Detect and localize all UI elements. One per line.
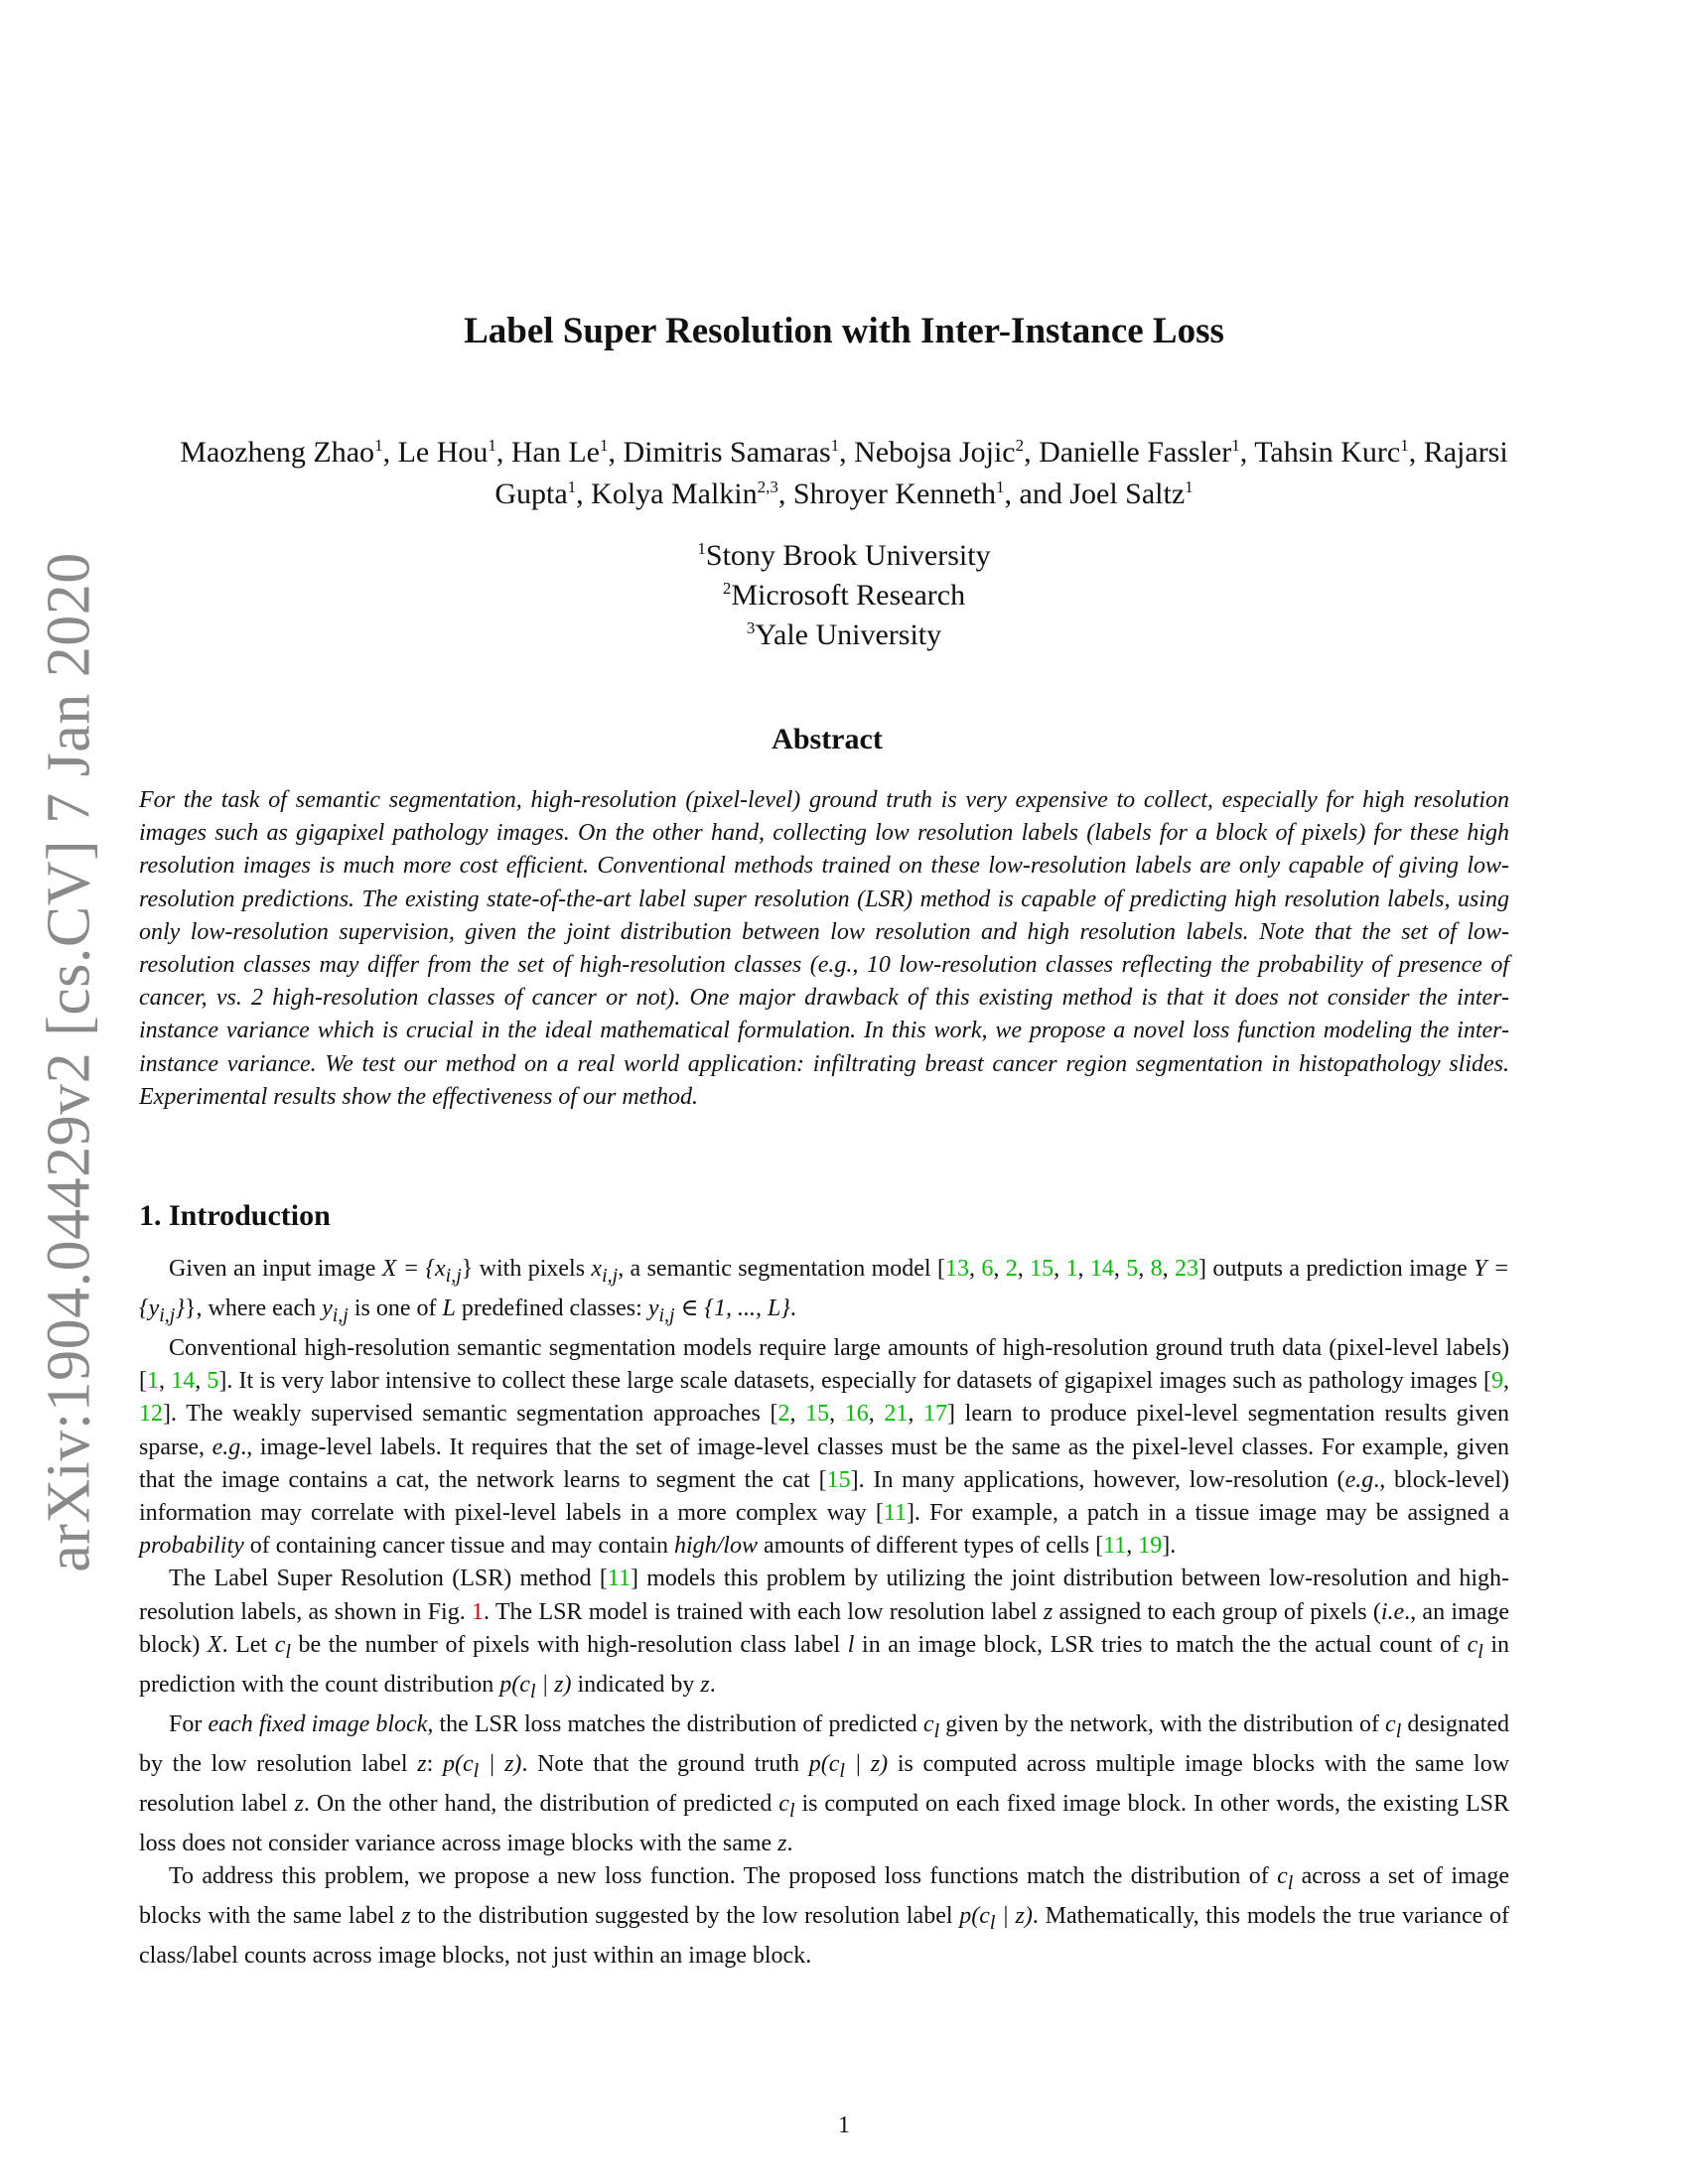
- text-run: Conventional high-resolution semantic segmentation models require large amounts of high-resolution ground truth data (pixel-level labels) [: [139, 1335, 1509, 1395]
- math-subscript: l: [788, 1799, 795, 1822]
- citation-link[interactable]: 15: [1030, 1256, 1055, 1282]
- author-name: Tahsin Kurc: [1254, 436, 1401, 469]
- citation-link[interactable]: 6: [981, 1256, 994, 1282]
- citation-link[interactable]: 11: [883, 1500, 907, 1527]
- author-name: Dimitris Samaras: [623, 436, 831, 469]
- math-inline: [778, 1790, 795, 1822]
- emphasis: i.e: [1380, 1598, 1405, 1625]
- author-name: and Joel Saltz: [1019, 478, 1186, 510]
- math-inline: $Y = \{y_{i,j}\}$: [139, 1256, 1510, 1326]
- paragraph: Given an input image $X = \{x_{i,j}\}$ with pixels $x_{i,j}$, a semantic segmentation model [13, 6, 2, 15, 1, 14, 5, 8, 23] outputs a prediction image $Y = \{y_{i,j}\}$}, where each $y_{i,j}$ is one of L predefined classes: $y_{i,j}$ ∈ {1, ..., L}.: [139, 1256, 1510, 1326]
- text-run: ]. The weakly supervised semantic segmentation approaches [: [163, 1401, 778, 1428]
- text-run: ] outputs a prediction image: [1197, 1256, 1475, 1282]
- math-text: c: [1467, 1631, 1478, 1658]
- citation-link[interactable]: 14: [171, 1368, 196, 1395]
- text-run: ., an image block): [139, 1598, 1509, 1658]
- author-name: Nebojsa Jojic: [854, 436, 1016, 469]
- text-run: of containing cancer tissue and may contain: [243, 1533, 674, 1560]
- citation-link[interactable]: 16: [844, 1401, 869, 1428]
- math-text: p(c: [442, 1750, 474, 1777]
- math-text: c: [274, 1631, 286, 1658]
- arxiv-identifier-text: arXiv:1904.04429v2 [cs.CV] 7 Jan 2020: [35, 552, 103, 1572]
- text-run: ]. It is very labor intensive to collect these large scale datasets, especially for datasets of gigapixel images such as pathology images [: [218, 1368, 1492, 1395]
- citation-link[interactable]: 17: [923, 1401, 948, 1428]
- citation-link[interactable]: 14: [1089, 1256, 1114, 1282]
- emphasis: high/low: [673, 1533, 758, 1560]
- author-name: Danielle Fassler: [1039, 436, 1232, 469]
- affiliation-number: 1: [697, 539, 706, 558]
- math-subscript: l: [1477, 1640, 1483, 1663]
- math-text: | z): [995, 1903, 1033, 1930]
- math-subscript: l: [989, 1911, 996, 1934]
- math-inline: X: [207, 1631, 222, 1658]
- author-list: Maozheng Zhao$^1$, Le Hou$^1$, Han Le$^1$, Dimitris Samaras$^1$, Nebojsa Jojic$^2$, Danielle Fassler$^1$, Tahsin Kurc$^1$, Rajarsi Gupta$^1$, Kolya Malkin$^{2,3}$, Shroyer Kenneth$^1$, and Joel Saltz$^1$: [180, 436, 1508, 510]
- emphasis: probability: [139, 1533, 244, 1560]
- citation-link[interactable]: 5: [207, 1368, 219, 1395]
- author-affiliation-mark: 1: [567, 478, 577, 496]
- author-name: Kolya Malkin: [591, 478, 758, 510]
- affiliation-name: Microsoft Research: [731, 579, 966, 612]
- affiliation-list: [0, 536, 1688, 655]
- math-subscript: l: [1287, 1871, 1294, 1894]
- affiliation: [0, 536, 1688, 576]
- math-inline: [959, 1903, 1033, 1934]
- text-run: across a set of image blocks with the same label: [139, 1863, 1509, 1930]
- introduction-body: [139, 1253, 1509, 1973]
- paragraph: Conventional high-resolution semantic segmentation models require large amounts of high-resolution ground truth data (pixel-level labels) [1, 14, 5]. It is very labor intensive to collect these large scale datasets, especially for datasets of gigapixel images such as pathology images [9, 12]. The weakly supervised semantic segmentation approaches [2, 15, 16, 21, 17] learn to produce pixel-level segmentation results given sparse, e.g., image-level labels. It requires that the set of image-level classes must be the same as the pixel-level classes. For example, given that the image contains a cat, the network learns to segment the cat [15]. In many applications, however, low-resolution (e.g., block-level) information may correlate with pixel-level labels in a more complex way [11]. For example, a patch in a tissue image may be assigned a probability of containing cancer tissue and may contain high/low amounts of different types of cells [11, 19].: [139, 1335, 1510, 1560]
- math-inline: L: [442, 1296, 456, 1321]
- text-run: , a semantic segmentation model [: [618, 1256, 945, 1282]
- affiliation: [0, 615, 1688, 655]
- math-inline: [1277, 1863, 1294, 1894]
- text-run: in prediction with the count distribution: [139, 1631, 1510, 1698]
- paragraph: [139, 1860, 1509, 1973]
- math-text: | z): [479, 1750, 522, 1777]
- math-inline: [442, 1750, 522, 1782]
- abstract-heading: Abstract: [772, 723, 883, 755]
- math-inline: z: [401, 1903, 411, 1930]
- author-name: Rajarsi Gupta: [494, 436, 1508, 510]
- text-run: } with pixels: [461, 1256, 592, 1282]
- math-inline: [274, 1631, 291, 1663]
- math-inline: [808, 1750, 889, 1782]
- math-inline: z: [417, 1750, 427, 1777]
- emphasis: e.g: [1344, 1466, 1374, 1493]
- math-subscript: l: [1395, 1719, 1402, 1742]
- author-affiliation-mark: 1: [488, 436, 496, 455]
- text-run: For: [169, 1710, 209, 1737]
- math-inline: [922, 1710, 940, 1742]
- text-run: .: [786, 1830, 793, 1856]
- math-text: | z): [535, 1671, 572, 1698]
- author-affiliation-mark: 1: [1400, 436, 1409, 455]
- citation-link[interactable]: 11: [607, 1566, 631, 1592]
- citation-link[interactable]: 13: [944, 1256, 969, 1282]
- math-inline: l: [847, 1631, 855, 1658]
- math-text: ∈ {1, ..., L}: [674, 1296, 790, 1321]
- paragraph: [139, 1708, 1509, 1860]
- math-text: Y = {y: [139, 1256, 1510, 1321]
- figure-reference-link[interactable]: 1: [472, 1598, 485, 1625]
- math-inline: [591, 1256, 619, 1287]
- author-affiliation-mark: 1: [1231, 436, 1240, 455]
- math-text: X = {x: [381, 1256, 446, 1282]
- math-text: x: [591, 1256, 603, 1282]
- citation-link[interactable]: 1: [147, 1368, 159, 1395]
- text-run: ., image-level labels. It requires that the set of image-level classes must be the same as the pixel-level classes. For example, given that the image contains a cat, the network learns to segment the cat [: [139, 1433, 1509, 1493]
- text-run: be the number of pixels with high-resolution class label: [290, 1631, 848, 1658]
- paragraph: [139, 1563, 1509, 1707]
- text-run: . The LSR model is trained with each low resolution label: [484, 1598, 1044, 1625]
- author-affiliation-mark: 2: [1015, 436, 1025, 455]
- math-text: c: [922, 1710, 934, 1737]
- citation-link[interactable]: 11: [1103, 1533, 1127, 1560]
- math-subscript: l: [473, 1759, 480, 1782]
- author-name: Shroyer Kenneth: [792, 478, 997, 510]
- citation-link[interactable]: 15: [805, 1401, 830, 1428]
- math-inline: [381, 1256, 462, 1287]
- text-run: ]. For example, a patch in a tissue image may be assigned a: [906, 1500, 1510, 1527]
- author-affiliation-mark: 2,3: [757, 478, 778, 496]
- math-subscript: l: [933, 1719, 940, 1742]
- math-subscript: i,j: [445, 1264, 462, 1287]
- citation-link[interactable]: 12: [139, 1401, 163, 1428]
- author-name: Han Le: [510, 436, 600, 469]
- citation-link[interactable]: 9: [1491, 1368, 1504, 1395]
- affiliation-number: 3: [746, 618, 756, 637]
- text-run: ., block-level) information may correlate with pixel-level labels in a more complex way [: [139, 1466, 1509, 1527]
- text-run: .: [709, 1671, 716, 1698]
- text-run: is computed across multiple image blocks with the same low resolution label: [139, 1750, 1510, 1817]
- affiliation-name: Stony Brook University: [705, 539, 991, 572]
- text-run: predefined classes:: [455, 1296, 648, 1321]
- math-inline: [1467, 1631, 1483, 1663]
- page-number: 1: [838, 2113, 850, 2138]
- math-text: y: [647, 1296, 659, 1321]
- affiliation-number: 2: [722, 579, 732, 598]
- math-text: p(c: [959, 1903, 990, 1930]
- text-run: . Note that the ground truth: [521, 1750, 809, 1777]
- text-run: , the LSR loss matches the distribution of predicted: [427, 1710, 923, 1737]
- author-affiliation-mark: 1: [1185, 478, 1194, 496]
- text-run: . On the other hand, the distribution of predicted: [303, 1790, 779, 1817]
- paper-title: Label Super Resolution with Inter-Instance Loss: [464, 311, 1224, 351]
- citation-link[interactable]: 1: [1065, 1256, 1078, 1282]
- math-text: p(c: [499, 1671, 530, 1698]
- math-inline: [1385, 1710, 1402, 1742]
- text-run: designated by the low resolution label: [139, 1710, 1510, 1777]
- text-run: is one of: [348, 1296, 443, 1321]
- text-run: indicated by: [571, 1671, 701, 1698]
- text-run: ] models this problem by utilizing the joint distribution between low-resolution and high-resolution labels, as shown in Fig.: [139, 1566, 1510, 1625]
- author-affiliation-mark: 1: [600, 436, 609, 455]
- abstract-text: For the task of semantic segmentation, high-resolution (pixel-level) ground truth is very expensive to collect, especially for high resolution images such as gigapixel pathology images. On the other hand, collecting low resolution labels (labels for a block of pixels) for these high resolution images is much more cost efficient. Conventional methods trained on these low-resolution labels are only capable of giving low-resolution predictions. The existing state-of-the-art label super resolution (LSR) method is capable of predicting high resolution labels, using only low-resolution supervision, given the joint distribution between low resolution and high resolution labels. Note that the set of low-resolution classes may differ from the set of high-resolution classes (e.g., 10 low-resolution classes reflecting the probability of presence of cancer, vs. 2 high-resolution classes of cancer or not). One major drawback of this existing method is that it does not consider the inter-instance variance which is crucial in the ideal mathematical formulation. In this work, we propose a novel loss function modeling the inter-instance variance. We test our method on a real world application: infiltrating breast cancer region segmentation in histopathology slides. Experimental results show the effectiveness of our method.: [139, 787, 1509, 1110]
- text-run: . Let: [221, 1631, 275, 1658]
- emphasis: each fixed image block: [208, 1710, 428, 1737]
- author-affiliation-mark: 1: [996, 478, 1005, 496]
- text-run: :: [426, 1750, 443, 1777]
- text-run: }, where each: [184, 1296, 323, 1321]
- citation-link[interactable]: 15: [826, 1466, 851, 1493]
- math-subscript: i,j: [658, 1303, 675, 1326]
- text-run: . Mathematically, this models the true variance of class/label counts across image blocks, not just within an image block.: [139, 1903, 1509, 1970]
- text-run: assigned to each group of pixels (: [1053, 1598, 1381, 1625]
- text-run: ].: [1162, 1533, 1177, 1560]
- math-inline: [499, 1671, 572, 1703]
- author-affiliation-mark: 1: [830, 436, 840, 455]
- math-subscript: l: [529, 1680, 536, 1703]
- math-text: c: [1385, 1710, 1396, 1737]
- text-run: The Label Super Resolution (LSR) method [: [169, 1566, 608, 1592]
- math-inline: z: [1043, 1598, 1054, 1625]
- text-run: is computed on each fixed image block. In other words, the existing LSR loss does not consider variance across image blocks with the same: [139, 1790, 1509, 1856]
- math-text: c: [1277, 1863, 1288, 1890]
- emphasis: e.g: [211, 1433, 241, 1460]
- math-text: p(c: [808, 1750, 840, 1777]
- text-run: Given an input image: [169, 1256, 382, 1282]
- text-run: to the distribution suggested by the low resolution label: [410, 1903, 960, 1930]
- text-run: .: [789, 1296, 796, 1321]
- citation-link[interactable]: 2: [777, 1401, 790, 1428]
- affiliation: [0, 576, 1688, 615]
- affiliation-name: Yale University: [755, 618, 942, 651]
- citation-link[interactable]: 21: [884, 1401, 909, 1428]
- text-run: ]. In many applications, however, low-resolution (: [850, 1466, 1345, 1493]
- text-run: given by the network, with the distribution of: [939, 1710, 1386, 1737]
- math-subscript: l: [285, 1640, 291, 1663]
- math-text: y: [322, 1296, 333, 1321]
- math-text: | z): [844, 1750, 889, 1777]
- math-subscript: i,j: [332, 1303, 349, 1326]
- text-run: in an image block, LSR tries to match the the actual count of: [854, 1631, 1468, 1658]
- math-inline: z: [700, 1671, 710, 1698]
- math-text: c: [778, 1790, 789, 1817]
- author-affiliation-mark: 1: [374, 436, 383, 455]
- citation-link[interactable]: 19: [1138, 1533, 1163, 1560]
- citation-link[interactable]: 2: [1005, 1256, 1018, 1282]
- citation-link[interactable]: 8: [1150, 1256, 1163, 1282]
- author-name: Le Hou: [397, 436, 489, 469]
- text-run: amounts of different types of cells [: [757, 1533, 1104, 1560]
- section-heading-introduction: 1. Introduction: [139, 1199, 331, 1232]
- math-subscript: i,j: [159, 1303, 176, 1326]
- math-subscript: i,j: [602, 1264, 619, 1287]
- math-inline: z: [777, 1830, 787, 1856]
- math-inline: z: [294, 1790, 304, 1817]
- math-subscript: l: [839, 1759, 845, 1782]
- author-name: Maozheng Zhao: [180, 436, 375, 469]
- math-inline: [647, 1296, 790, 1326]
- text-run: To address this problem, we propose a new loss function. The proposed loss functions match the distribution of: [169, 1863, 1278, 1890]
- math-inline: [322, 1296, 349, 1326]
- text-run: ] learn to produce pixel-level segmentation results given sparse,: [139, 1401, 1509, 1460]
- citation-link[interactable]: 5: [1126, 1256, 1139, 1282]
- citation-link[interactable]: 23: [1174, 1256, 1198, 1282]
